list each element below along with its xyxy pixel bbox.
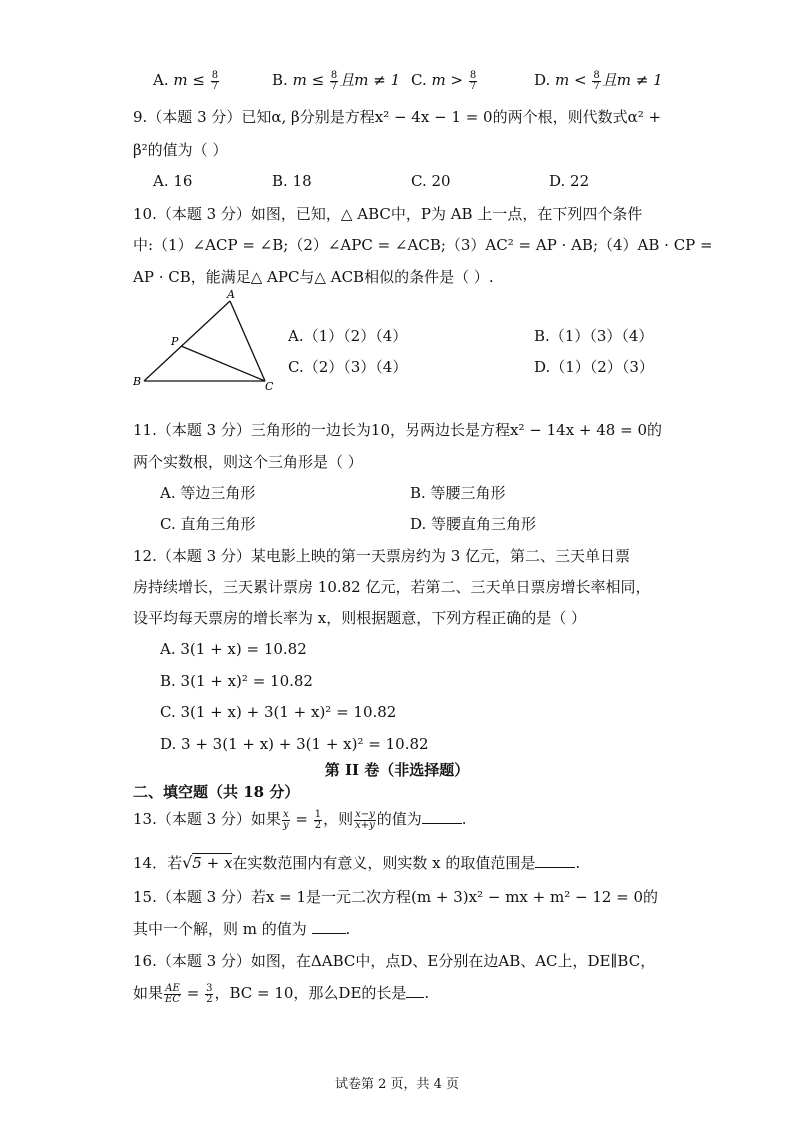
q12-line2: 房持续增长，三天累计票房 10.82 亿元，若第二、三天单日票房增长率相同，: [133, 578, 651, 596]
section-heading: 二、填空题（共 18 分）: [133, 783, 300, 801]
q9-option-b: B. 18: [272, 172, 312, 190]
q8-option-b: B. m ≤ $\frac{8}{7}$ 且m ≠ 1: [272, 69, 401, 92]
q10-line1: 10.（本题 3 分）如图，已知，△ ABC中，P为 AB 上一点，在下列四个条件: [133, 205, 643, 223]
q13-answer-blank[interactable]: [422, 809, 462, 824]
q15-line1: 15.（本题 3 分）若x = 1是一元二次方程(m + 3)x² − mx + m² − 12 = 0的: [133, 888, 659, 906]
q12-option-b: B. 3(1 + x)² = 10.82: [160, 672, 313, 690]
q12-option-a: A. 3(1 + x) = 10.82: [160, 640, 307, 658]
q11-option-a: A. 等边三角形: [160, 484, 256, 502]
q9-option-c: C. 20: [411, 172, 451, 190]
vertex-label-b: B: [133, 375, 142, 388]
q15-line2: 其中一个解，则 m 的值为 .: [133, 920, 351, 938]
vertex-label-p: P: [171, 335, 179, 348]
q9-line2: β²的值为（ ）: [133, 141, 228, 159]
q15-answer-blank[interactable]: [312, 919, 346, 934]
q8-option-d: D. m < $\frac{8}{7}$ 且m ≠ 1: [534, 69, 663, 92]
q12-line1: 12.（本题 3 分）某电影上映的第一天票房约为 3 亿元，第二、三天单日票: [133, 547, 631, 565]
q9-option-d: D. 22: [549, 172, 590, 190]
q14-text: 14．若√5 + x在实数范围内有意义，则实数 x 的取值范围是 .: [133, 853, 581, 872]
q12-option-c: C. 3(1 + x) + 3(1 + x)² = 10.82: [160, 703, 397, 721]
q16-line2: 如果 $\frac{AE}{EC}$ = $\frac{3}{2}$ ，BC = 10，那么DE的长是 .: [133, 982, 430, 1005]
q16-answer-blank[interactable]: [406, 983, 424, 998]
q10-option-c: C.（2）（3）（4）: [288, 358, 408, 376]
q12-option-d: D. 3 + 3(1 + x) + 3(1 + x)² = 10.82: [160, 735, 429, 753]
q10-line3: AP · CB，能满足△ APC与△ ACB相似的条件是（ ）.: [133, 268, 494, 286]
q8-option-c: C. m > $\frac{8}{7}$: [411, 69, 477, 92]
q9-line1: 9.（本题 3 分）已知α, β分别是方程x² − 4x − 1 = 0的两个根，则代数式α² +: [133, 108, 662, 126]
radical-sign: √: [182, 853, 193, 872]
q10-triangle-figure: [130, 288, 280, 393]
volume-title: 第 II 卷（非选择题）: [324, 761, 470, 779]
q9-option-a: A. 16: [153, 172, 193, 190]
q10-option-b: B.（1）（3）（4）: [534, 327, 654, 345]
q14-answer-blank[interactable]: [535, 853, 575, 868]
q16-line1: 16.（本题 3 分）如图，在ΔABC中，点D、E分别在边AB、AC上，DE∥BC，: [133, 952, 656, 970]
q10-line2: 中:（1）∠ACP = ∠B;（2）∠APC = ∠ACB;（3）AC² = AP · AB;（4）AB · CP =: [133, 236, 713, 254]
q11-line1: 11.（本题 3 分）三角形的一边长为10，另两边长是方程x² − 14x + 48 = 0的: [133, 421, 662, 439]
q10-option-a: A.（1）（2）（4）: [288, 327, 408, 345]
q11-option-c: C. 直角三角形: [160, 515, 256, 533]
page-footer: 试卷第 2 页，共 4 页: [334, 1077, 460, 1092]
q12-line3: 设平均每天票房的增长率为 x，则根据题意，下列方程正确的是（ ）: [133, 609, 586, 627]
q11-option-d: D. 等腰直角三角形: [410, 515, 537, 533]
q8-option-a: A. m ≤ $\frac{8}{7}$: [153, 69, 219, 92]
q13-text: 13.（本题 3 分）如果 $\frac{x}{y}$ = $\frac{1}{2}$ ，则 $\frac{x-y}{x+y}$ 的值为 .: [133, 808, 467, 831]
vertex-label-a: A: [227, 288, 235, 301]
q10-option-d: D.（1）（2）（3）: [534, 358, 654, 376]
q11-line2: 两个实数根，则这个三角形是（ ）: [133, 453, 363, 471]
q11-option-b: B. 等腰三角形: [410, 484, 506, 502]
vertex-label-c: C: [265, 380, 274, 393]
